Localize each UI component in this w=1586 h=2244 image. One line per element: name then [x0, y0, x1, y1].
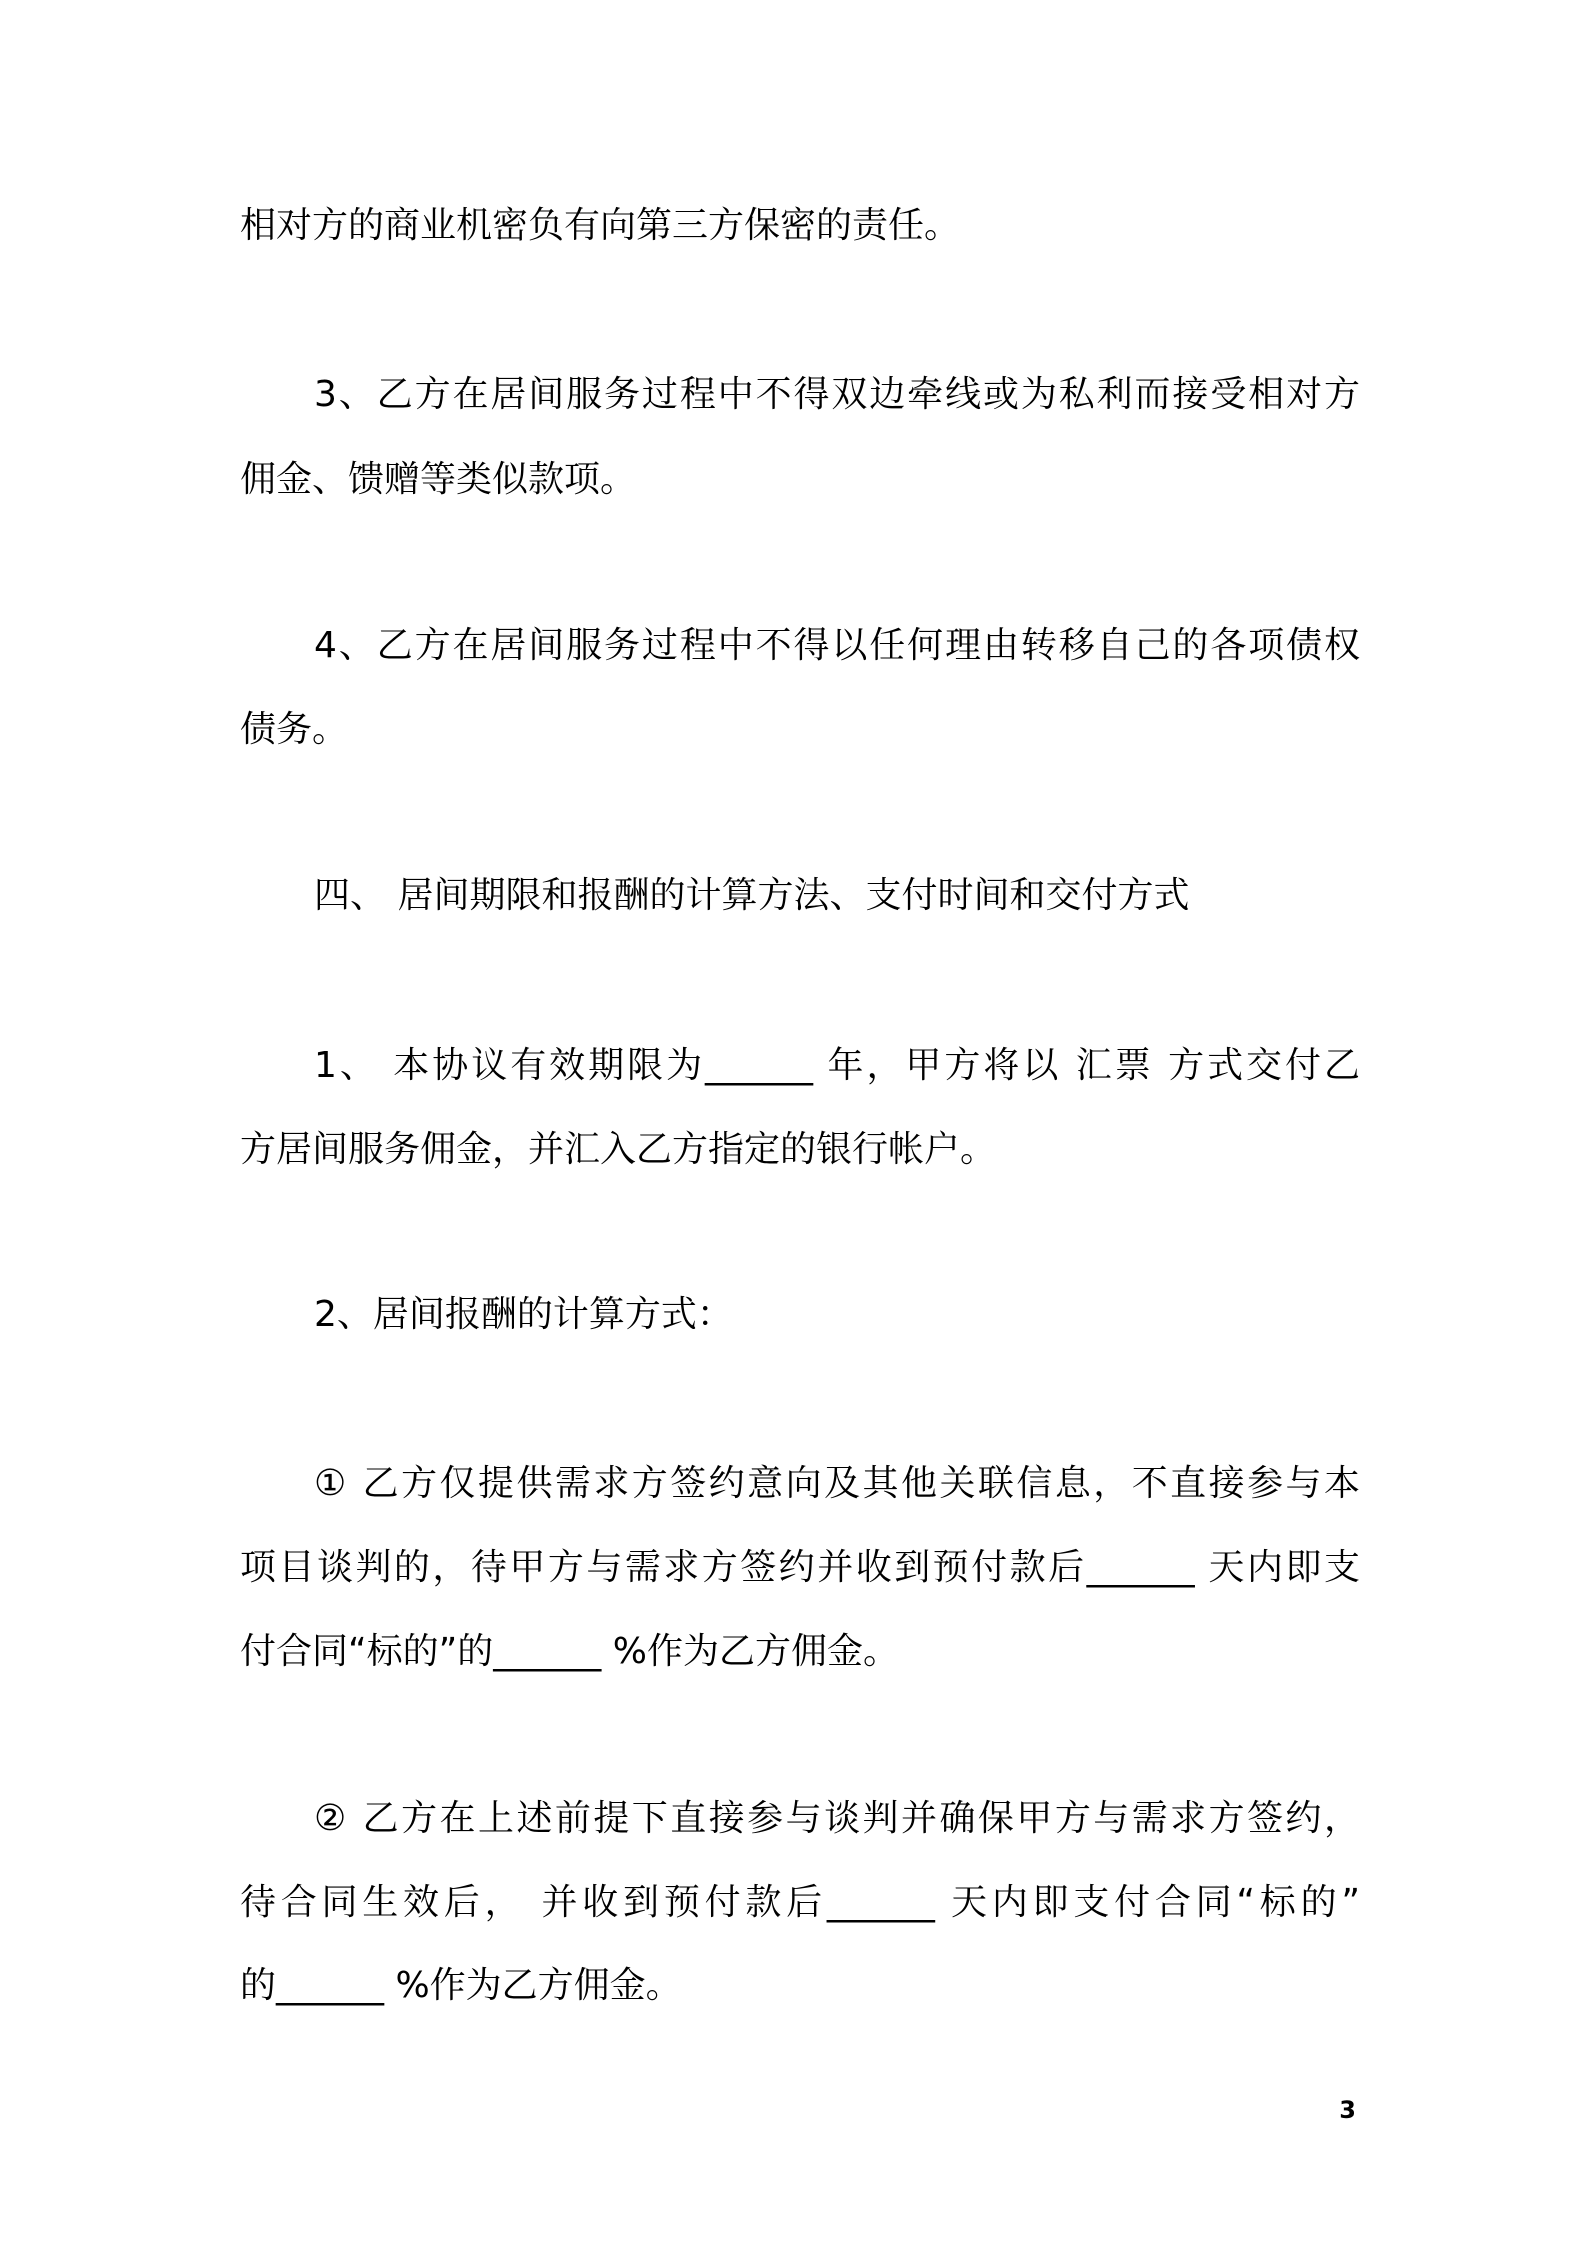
text-line-continuation: 相对方的商业机密负有向第三方保密的责任。: [240, 205, 961, 246]
sub-item-2-line-1: ② 乙方在上述前提下直接参与谈判并确保甲方与需求方签约，: [314, 1798, 1360, 1839]
clause-4-line-1: 4、乙方在居间服务过程中不得以任何理由转移自己的各项债权: [314, 625, 1360, 666]
sub-item-1-line-2: 项目谈判的，待甲方与需求方签约并收到预付款后______ 天内即支: [240, 1547, 1360, 1588]
clause-4-line-2: 债务。: [240, 709, 349, 750]
clause-3-line-1: 3、乙方在居间服务过程中不得双边牵线或为私利而接受相对方: [314, 374, 1360, 415]
sub-item-1-line-1: ① 乙方仅提供需求方签约意向及其他关联信息，不直接参与本: [314, 1463, 1360, 1504]
sub-item-2-line-2: 待合同生效后， 并收到预付款后______ 天内即支付合同“标的”: [240, 1882, 1360, 1923]
item-2-heading: 2、居间报酬的计算方式：: [314, 1294, 733, 1335]
sub-item-1-line-3: 付合同“标的”的______ %作为乙方佣金。: [240, 1631, 899, 1672]
section-4-heading: 四、 居间期限和报酬的计算方法、支付时间和交付方式: [314, 875, 1190, 916]
page-number: 3: [1339, 2096, 1356, 2124]
item-1-line-2: 方居间服务佣金，并汇入乙方指定的银行帐户。: [240, 1129, 997, 1170]
clause-3-line-2: 佣金、馈赠等类似款项。: [240, 459, 637, 500]
item-1-line-1: 1、 本协议有效期限为______ 年，甲方将以 汇票 方式交付乙: [314, 1045, 1360, 1086]
sub-item-2-line-3: 的______ %作为乙方佣金。: [240, 1965, 682, 2006]
